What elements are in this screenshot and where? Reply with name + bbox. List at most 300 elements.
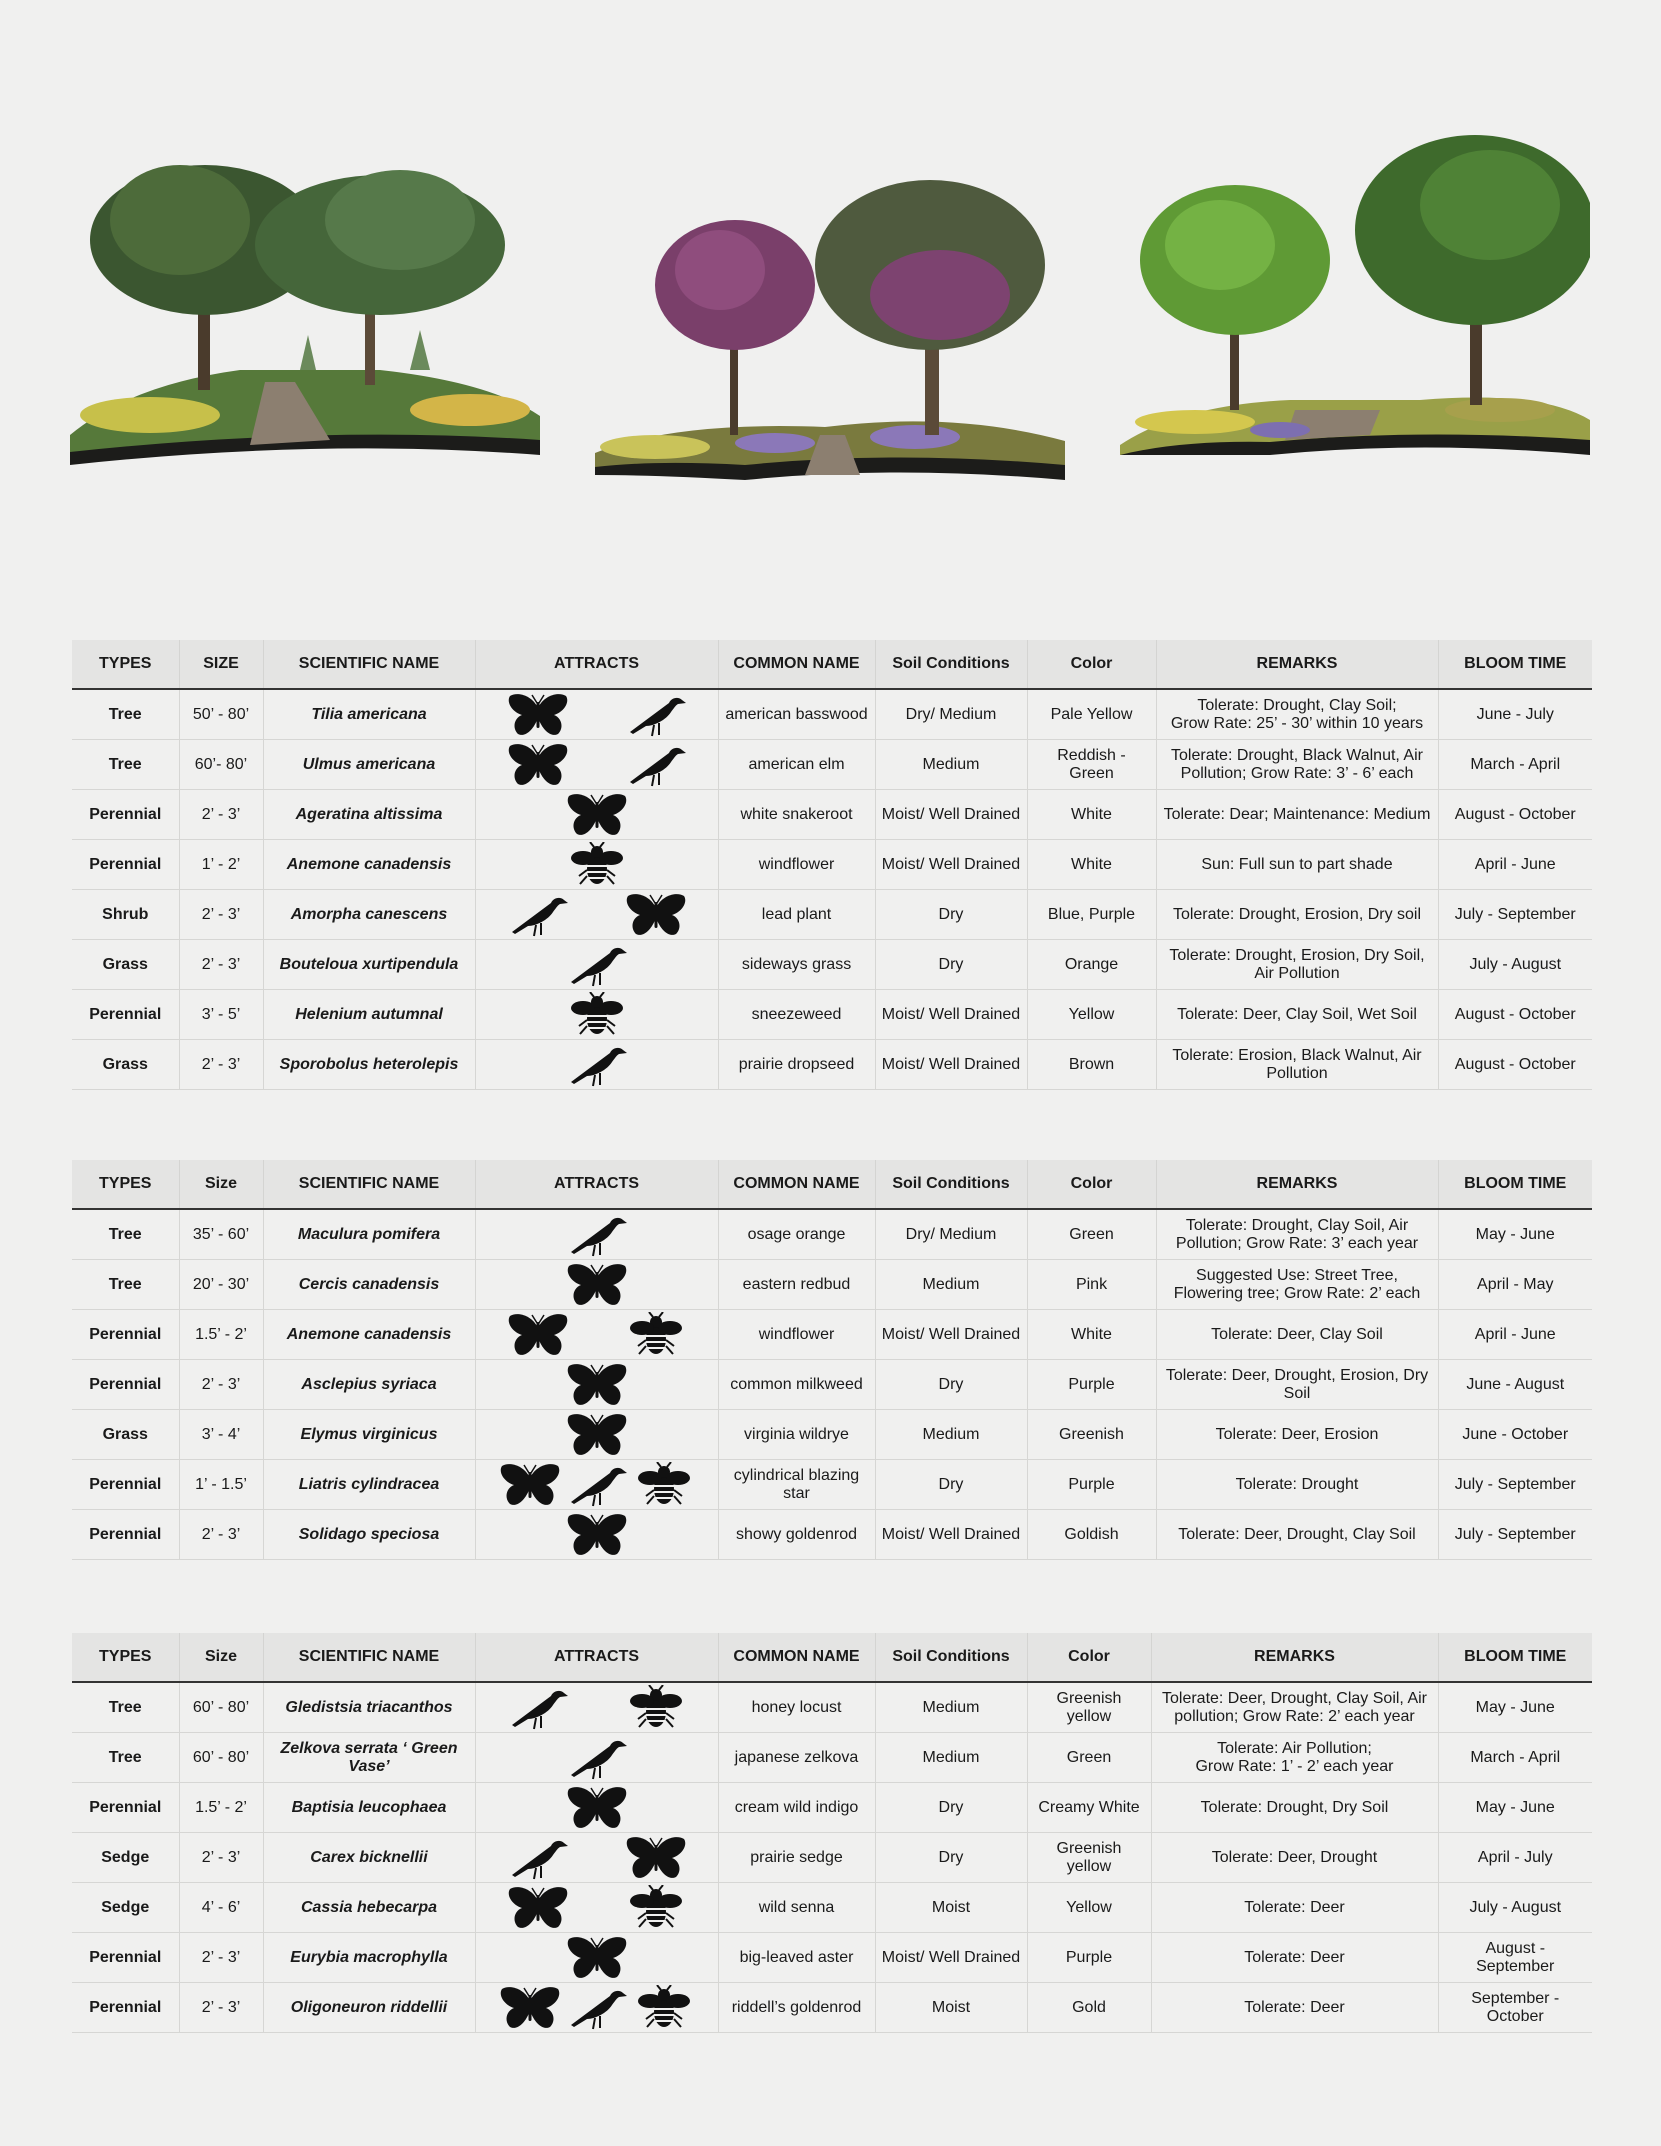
bloom-time: May - June <box>1438 1682 1592 1733</box>
scientific-name: Baptisia leucophaea <box>263 1783 475 1833</box>
column-header: Color <box>1027 1160 1156 1209</box>
butterfly-icon <box>506 692 570 738</box>
bloom-time: August - October <box>1438 790 1592 840</box>
plant-type: Grass <box>72 1410 179 1460</box>
table-row <box>72 1260 1592 1310</box>
scientific-name: Elymus virginicus <box>263 1410 475 1460</box>
table-row <box>72 1310 1592 1360</box>
remarks <box>1156 1510 1438 1560</box>
plant-size: 2’ - 3’ <box>179 1040 263 1090</box>
table-row <box>72 1360 1592 1410</box>
plant-size: 2’ - 3’ <box>179 1510 263 1560</box>
remarks <box>1151 1933 1438 1983</box>
plant-size: 20’ - 30’ <box>179 1260 263 1310</box>
plant-type: Tree <box>72 1733 179 1783</box>
common-name: common milkweed <box>718 1360 875 1410</box>
column-header: COMMON NAME <box>718 1160 875 1209</box>
attracts-cell <box>475 1510 718 1560</box>
column-header: SCIENTIFIC NAME <box>263 1633 475 1682</box>
plant-type: Perennial <box>72 1360 179 1410</box>
table-row <box>72 940 1592 990</box>
column-header: TYPES <box>72 1160 179 1209</box>
vignette-green-trees-image <box>70 120 540 480</box>
column-header: Soil Conditions <box>875 1633 1027 1682</box>
remark-line: Tolerate: Drought <box>1235 1475 1359 1493</box>
plant-color: Orange <box>1027 940 1156 990</box>
butterfly-icon <box>565 792 629 838</box>
butterfly-icon <box>565 1412 629 1458</box>
soil-conditions: Dry <box>875 1360 1027 1410</box>
plant-type: Sedge <box>72 1833 179 1883</box>
scientific-name: Ageratina altissima <box>263 790 475 840</box>
remark-line: Tolerate: Deer, Drought, Erosion, Dry <box>1165 1366 1429 1384</box>
attracts-cell <box>475 1040 718 1090</box>
plant-size: 35’ - 60’ <box>179 1209 263 1260</box>
plant-color: White <box>1027 790 1156 840</box>
column-header: ATTRACTS <box>475 1633 718 1682</box>
remark-line: Tolerate: Dear; Maintenance: Medium <box>1163 805 1431 823</box>
bee-icon <box>624 1685 688 1731</box>
column-header: TYPES <box>72 1633 179 1682</box>
plant-color: Purple <box>1027 1360 1156 1410</box>
soil-conditions: Moist/ Well Drained <box>875 1040 1027 1090</box>
remark-line: Tolerate: Deer, Clay Soil <box>1211 1325 1383 1343</box>
plant-color: Blue, Purple <box>1027 890 1156 940</box>
plant-color: Creamy White <box>1027 1783 1151 1833</box>
scientific-name: Sporobolus heterolepis <box>263 1040 475 1090</box>
plant-type: Sedge <box>72 1883 179 1933</box>
bloom-time: August - September <box>1438 1933 1592 1983</box>
plant-type: Perennial <box>72 1933 179 1983</box>
bee-icon <box>632 1985 696 2031</box>
plant-color: Pink <box>1027 1260 1156 1310</box>
bee-icon <box>624 1885 688 1931</box>
remarks <box>1156 689 1438 740</box>
attracts-cell <box>475 940 718 990</box>
table-row <box>72 1410 1592 1460</box>
common-name: showy goldenrod <box>718 1510 875 1560</box>
remarks <box>1156 1260 1438 1310</box>
attracts-cell <box>475 1783 718 1833</box>
common-name: american basswood <box>718 689 875 740</box>
soil-conditions: Medium <box>875 1733 1027 1783</box>
attracts-cell <box>475 1933 718 1983</box>
plant-size: 60’ - 80’ <box>179 1733 263 1783</box>
vignette-bright-trees-image <box>1120 110 1590 470</box>
soil-conditions: Dry <box>875 1833 1027 1883</box>
soil-conditions: Dry/ Medium <box>875 689 1027 740</box>
plant-size: 1’ - 2’ <box>179 840 263 890</box>
table-row <box>72 1883 1592 1933</box>
column-header: Color <box>1027 1633 1151 1682</box>
butterfly-icon <box>506 1885 570 1931</box>
remark-line: Pollution <box>1266 1064 1328 1082</box>
plant-type: Perennial <box>72 790 179 840</box>
remark-line: Tolerate: Deer <box>1244 1998 1345 2016</box>
plant-table-1 <box>72 640 1592 1090</box>
column-header: SIZE <box>179 640 263 689</box>
plant-size: 1’ - 1.5’ <box>179 1460 263 1510</box>
plant-type: Tree <box>72 689 179 740</box>
attracts-cell <box>475 740 718 790</box>
common-name: osage orange <box>718 1209 875 1260</box>
scientific-name: Eurybia macrophylla <box>263 1933 475 1983</box>
remarks <box>1156 1460 1438 1510</box>
table-row <box>72 1933 1592 1983</box>
plant-type: Tree <box>72 1209 179 1260</box>
butterfly-icon <box>565 1785 629 1831</box>
remarks <box>1156 790 1438 840</box>
bloom-time: May - June <box>1438 1783 1592 1833</box>
plant-color: Pale Yellow <box>1027 689 1156 740</box>
column-header: Soil Conditions <box>875 1160 1027 1209</box>
common-name: japanese zelkova <box>718 1733 875 1783</box>
soil-conditions: Moist <box>875 1883 1027 1933</box>
attracts-cell <box>475 1682 718 1733</box>
column-header: ATTRACTS <box>475 640 718 689</box>
remarks <box>1151 1733 1438 1783</box>
common-name: cream wild indigo <box>718 1783 875 1833</box>
soil-conditions: Moist/ Well Drained <box>875 840 1027 890</box>
column-header: BLOOM TIME <box>1438 640 1592 689</box>
bloom-time: July - September <box>1438 1460 1592 1510</box>
plant-type: Perennial <box>72 990 179 1040</box>
scientific-name: Anemone canadensis <box>263 1310 475 1360</box>
remark-line: Pollution; Grow Rate: 3’ each year <box>1175 1234 1419 1252</box>
plant-type: Perennial <box>72 1460 179 1510</box>
bird-icon <box>565 1042 629 1088</box>
table-row <box>72 1209 1592 1260</box>
soil-conditions: Moist/ Well Drained <box>875 1310 1027 1360</box>
attracts-cell <box>475 1460 718 1510</box>
common-name: american elm <box>718 740 875 790</box>
soil-conditions: Dry/ Medium <box>875 1209 1027 1260</box>
remark-line: Grow Rate: 1’ - 2’ each year <box>1195 1757 1394 1775</box>
bloom-time: September - October <box>1438 1983 1592 2033</box>
plant-color: Yellow <box>1027 1883 1151 1933</box>
column-header: COMMON NAME <box>718 640 875 689</box>
vignette-green-trees <box>70 120 540 480</box>
soil-conditions: Moist/ Well Drained <box>875 1510 1027 1560</box>
table-row <box>72 790 1592 840</box>
plant-type: Grass <box>72 1040 179 1090</box>
scientific-name: Anemone canadensis <box>263 840 475 890</box>
plant-color: Greenish yellow <box>1027 1682 1151 1733</box>
bird-icon <box>565 942 629 988</box>
remark-line: Air Pollution <box>1254 964 1340 982</box>
column-header: ATTRACTS <box>475 1160 718 1209</box>
remarks <box>1156 940 1438 990</box>
remarks <box>1151 1983 1438 2033</box>
butterfly-icon <box>565 1262 629 1308</box>
bird-icon <box>565 1212 629 1258</box>
plant-color: Green <box>1027 1733 1151 1783</box>
common-name: sideways grass <box>718 940 875 990</box>
column-header: Size <box>179 1160 263 1209</box>
bloom-time: April - May <box>1438 1260 1592 1310</box>
column-header: Color <box>1027 640 1156 689</box>
plant-color: Gold <box>1027 1983 1151 2033</box>
soil-conditions: Dry <box>875 1783 1027 1833</box>
common-name: windflower <box>718 1310 875 1360</box>
attracts-cell <box>475 1733 718 1783</box>
remark-line: Tolerate: Deer, Erosion <box>1215 1425 1379 1443</box>
common-name: big-leaved aster <box>718 1933 875 1983</box>
remark-line: Tolerate: Drought, Erosion, Dry Soil, <box>1169 946 1425 964</box>
scientific-name: Cassia hebecarpa <box>263 1883 475 1933</box>
scientific-name: Ulmus americana <box>263 740 475 790</box>
plant-color: Greenish <box>1027 1410 1156 1460</box>
attracts-cell <box>475 1883 718 1933</box>
soil-conditions: Medium <box>875 1410 1027 1460</box>
vignette-bright-trees <box>1120 110 1590 470</box>
soil-conditions: Dry <box>875 940 1027 990</box>
plant-type: Perennial <box>72 1983 179 2033</box>
remark-line: Tolerate: Deer, Drought <box>1211 1848 1378 1866</box>
table-header-row <box>72 1633 1592 1682</box>
common-name: cylindrical blazing star <box>718 1460 875 1510</box>
scientific-name: Amorpha canescens <box>263 890 475 940</box>
plant-size: 2’ - 3’ <box>179 790 263 840</box>
remarks <box>1156 1360 1438 1410</box>
table-row <box>72 1682 1592 1733</box>
attracts-cell <box>475 689 718 740</box>
bloom-time: August - October <box>1438 990 1592 1040</box>
plant-size: 2’ - 3’ <box>179 1933 263 1983</box>
plant-color: Goldish <box>1027 1510 1156 1560</box>
attracts-cell <box>475 890 718 940</box>
plant-type: Tree <box>72 740 179 790</box>
scientific-name: Cercis canadensis <box>263 1260 475 1310</box>
bird-icon <box>565 1735 629 1781</box>
attracts-cell <box>475 1360 718 1410</box>
column-header: BLOOM TIME <box>1438 1160 1592 1209</box>
bloom-time: April - July <box>1438 1833 1592 1883</box>
common-name: lead plant <box>718 890 875 940</box>
column-header: REMARKS <box>1156 1160 1438 1209</box>
remarks <box>1151 1883 1438 1933</box>
attracts-cell <box>475 840 718 890</box>
plant-type: Perennial <box>72 1783 179 1833</box>
attracts-cell <box>475 1983 718 2033</box>
table-row <box>72 1783 1592 1833</box>
table-row <box>72 689 1592 740</box>
table-row <box>72 1460 1592 1510</box>
remarks <box>1156 1040 1438 1090</box>
remark-line: Sun: Full sun to part shade <box>1201 855 1393 873</box>
bloom-time: May - June <box>1438 1209 1592 1260</box>
bloom-time: March - April <box>1438 740 1592 790</box>
table-row <box>72 740 1592 790</box>
table-row <box>72 1733 1592 1783</box>
vignette-redbud-trees <box>595 155 1065 515</box>
plant-color: White <box>1027 1310 1156 1360</box>
table-row <box>72 890 1592 940</box>
plant-color: White <box>1027 840 1156 890</box>
remark-line: Tolerate: Drought, Dry Soil <box>1200 1798 1389 1816</box>
attracts-cell <box>475 990 718 1040</box>
bee-icon <box>565 842 629 888</box>
butterfly-icon <box>565 1935 629 1981</box>
bird-icon <box>506 892 570 938</box>
plant-color: Brown <box>1027 1040 1156 1090</box>
bee-icon <box>565 992 629 1038</box>
plant-size: 2’ - 3’ <box>179 1360 263 1410</box>
plant-color: Greenish yellow <box>1027 1833 1151 1883</box>
soil-conditions: Moist/ Well Drained <box>875 1933 1027 1983</box>
plant-type: Shrub <box>72 890 179 940</box>
remarks <box>1156 990 1438 1040</box>
remark-line: Suggested Use: Street Tree, <box>1196 1266 1398 1284</box>
plant-type: Grass <box>72 940 179 990</box>
remark-line: pollution; Grow Rate: 2’ each year <box>1174 1707 1415 1725</box>
butterfly-icon <box>565 1362 629 1408</box>
plant-type: Tree <box>72 1682 179 1733</box>
butterfly-icon <box>624 1835 688 1881</box>
plant-type: Perennial <box>72 840 179 890</box>
common-name: virginia wildrye <box>718 1410 875 1460</box>
column-header: TYPES <box>72 640 179 689</box>
plant-size: 60’- 80’ <box>179 740 263 790</box>
common-name: riddell’s goldenrod <box>718 1983 875 2033</box>
remark-line: Tolerate: Drought, Clay Soil; <box>1197 696 1397 714</box>
column-header: REMARKS <box>1156 640 1438 689</box>
bird-icon <box>506 1835 570 1881</box>
plant-size: 3’ - 5’ <box>179 990 263 1040</box>
common-name: prairie sedge <box>718 1833 875 1883</box>
table-header-row <box>72 640 1592 689</box>
bloom-time: July - August <box>1438 940 1592 990</box>
remark-line: Tolerate: Drought, Clay Soil, Air <box>1185 1216 1409 1234</box>
bloom-time: July - August <box>1438 1883 1592 1933</box>
column-header: SCIENTIFIC NAME <box>263 1160 475 1209</box>
column-header: REMARKS <box>1151 1633 1438 1682</box>
soil-conditions: Moist <box>875 1983 1027 2033</box>
remark-line: Tolerate: Erosion, Black Walnut, Air <box>1172 1046 1422 1064</box>
plant-size: 2’ - 3’ <box>179 1983 263 2033</box>
table-row <box>72 1983 1592 2033</box>
remark-line: Tolerate: Drought, Black Walnut, Air <box>1171 746 1423 764</box>
butterfly-icon <box>624 892 688 938</box>
attracts-cell <box>475 1209 718 1260</box>
plant-table-3 <box>72 1633 1592 2033</box>
scientific-name: Zelkova serrata ‘ Green Vase’ <box>263 1733 475 1783</box>
butterfly-icon <box>506 742 570 788</box>
bird-icon <box>565 1462 629 1508</box>
table-header-row <box>72 1160 1592 1209</box>
plant-type: Perennial <box>72 1510 179 1560</box>
remark-line: Tolerate: Deer <box>1244 1898 1345 1916</box>
remark-line: Tolerate: Deer, Drought, Clay Soil <box>1178 1525 1416 1543</box>
bloom-time: June - July <box>1438 689 1592 740</box>
soil-conditions: Medium <box>875 740 1027 790</box>
remark-line: Soil <box>1283 1384 1311 1402</box>
soil-conditions: Moist/ Well Drained <box>875 990 1027 1040</box>
plant-color: Reddish - Green <box>1027 740 1156 790</box>
bloom-time: April - June <box>1438 1310 1592 1360</box>
common-name: wild senna <box>718 1883 875 1933</box>
remark-line: Tolerate: Air Pollution; <box>1217 1739 1372 1757</box>
butterfly-icon <box>498 1462 562 1508</box>
table-row <box>72 840 1592 890</box>
butterfly-icon <box>506 1312 570 1358</box>
plant-size: 2’ - 3’ <box>179 1833 263 1883</box>
bird-icon <box>506 1685 570 1731</box>
plant-size: 60’ - 80’ <box>179 1682 263 1733</box>
plant-size: 2’ - 3’ <box>179 890 263 940</box>
bloom-time: August - October <box>1438 1040 1592 1090</box>
remarks <box>1156 740 1438 790</box>
common-name: white snakeroot <box>718 790 875 840</box>
bloom-time: March - April <box>1438 1733 1592 1783</box>
plant-size: 1.5’ - 2’ <box>179 1783 263 1833</box>
scientific-name: Tilia americana <box>263 689 475 740</box>
plant-size: 2’ - 3’ <box>179 940 263 990</box>
remark-line: Tolerate: Deer, Drought, Clay Soil, Air <box>1161 1689 1427 1707</box>
bloom-time: April - June <box>1438 840 1592 890</box>
bird-icon <box>565 1985 629 2031</box>
soil-conditions: Medium <box>875 1260 1027 1310</box>
bloom-time: June - August <box>1438 1360 1592 1410</box>
remarks <box>1156 1410 1438 1460</box>
plant-size: 4’ - 6’ <box>179 1883 263 1933</box>
scientific-name: Bouteloua xurtipendula <box>263 940 475 990</box>
butterfly-icon <box>565 1512 629 1558</box>
plant-color: Yellow <box>1027 990 1156 1040</box>
column-header: BLOOM TIME <box>1438 1633 1592 1682</box>
plant-vignettes <box>0 0 1661 520</box>
bloom-time: July - September <box>1438 890 1592 940</box>
table-row <box>72 1040 1592 1090</box>
remark-line: Tolerate: Deer, Clay Soil, Wet Soil <box>1177 1005 1417 1023</box>
column-header: SCIENTIFIC NAME <box>263 640 475 689</box>
scientific-name: Gledistsia triacanthos <box>263 1682 475 1733</box>
scientific-name: Helenium autumnal <box>263 990 475 1040</box>
common-name: honey locust <box>718 1682 875 1733</box>
vignette-redbud-trees-image <box>595 155 1065 515</box>
scientific-name: Oligoneuron riddellii <box>263 1983 475 2033</box>
attracts-cell <box>475 1833 718 1883</box>
remark-line: Grow Rate: 25’ - 30’ within 10 years <box>1170 714 1424 732</box>
plant-table-2 <box>72 1160 1592 1560</box>
bird-icon <box>624 742 688 788</box>
table-row <box>72 1510 1592 1560</box>
common-name: eastern redbud <box>718 1260 875 1310</box>
plant-color: Purple <box>1027 1460 1156 1510</box>
bee-icon <box>632 1462 696 1508</box>
remark-line: Flowering tree; Grow Rate: 2’ each <box>1173 1284 1421 1302</box>
scientific-name: Solidago speciosa <box>263 1510 475 1560</box>
scientific-name: Carex bicknellii <box>263 1833 475 1883</box>
attracts-cell <box>475 1260 718 1310</box>
remark-line: Tolerate: Deer <box>1244 1948 1345 1966</box>
bee-icon <box>624 1312 688 1358</box>
plant-type: Tree <box>72 1260 179 1310</box>
table-row <box>72 1833 1592 1883</box>
column-header: COMMON NAME <box>718 1633 875 1682</box>
remarks <box>1156 890 1438 940</box>
bloom-time: July - September <box>1438 1510 1592 1560</box>
common-name: sneezeweed <box>718 990 875 1040</box>
bloom-time: June - October <box>1438 1410 1592 1460</box>
column-header: Soil Conditions <box>875 640 1027 689</box>
remarks <box>1151 1682 1438 1733</box>
attracts-cell <box>475 1410 718 1460</box>
attracts-cell <box>475 790 718 840</box>
soil-conditions: Dry <box>875 1460 1027 1510</box>
attracts-cell <box>475 1310 718 1360</box>
remark-line: Tolerate: Drought, Erosion, Dry soil <box>1172 905 1422 923</box>
